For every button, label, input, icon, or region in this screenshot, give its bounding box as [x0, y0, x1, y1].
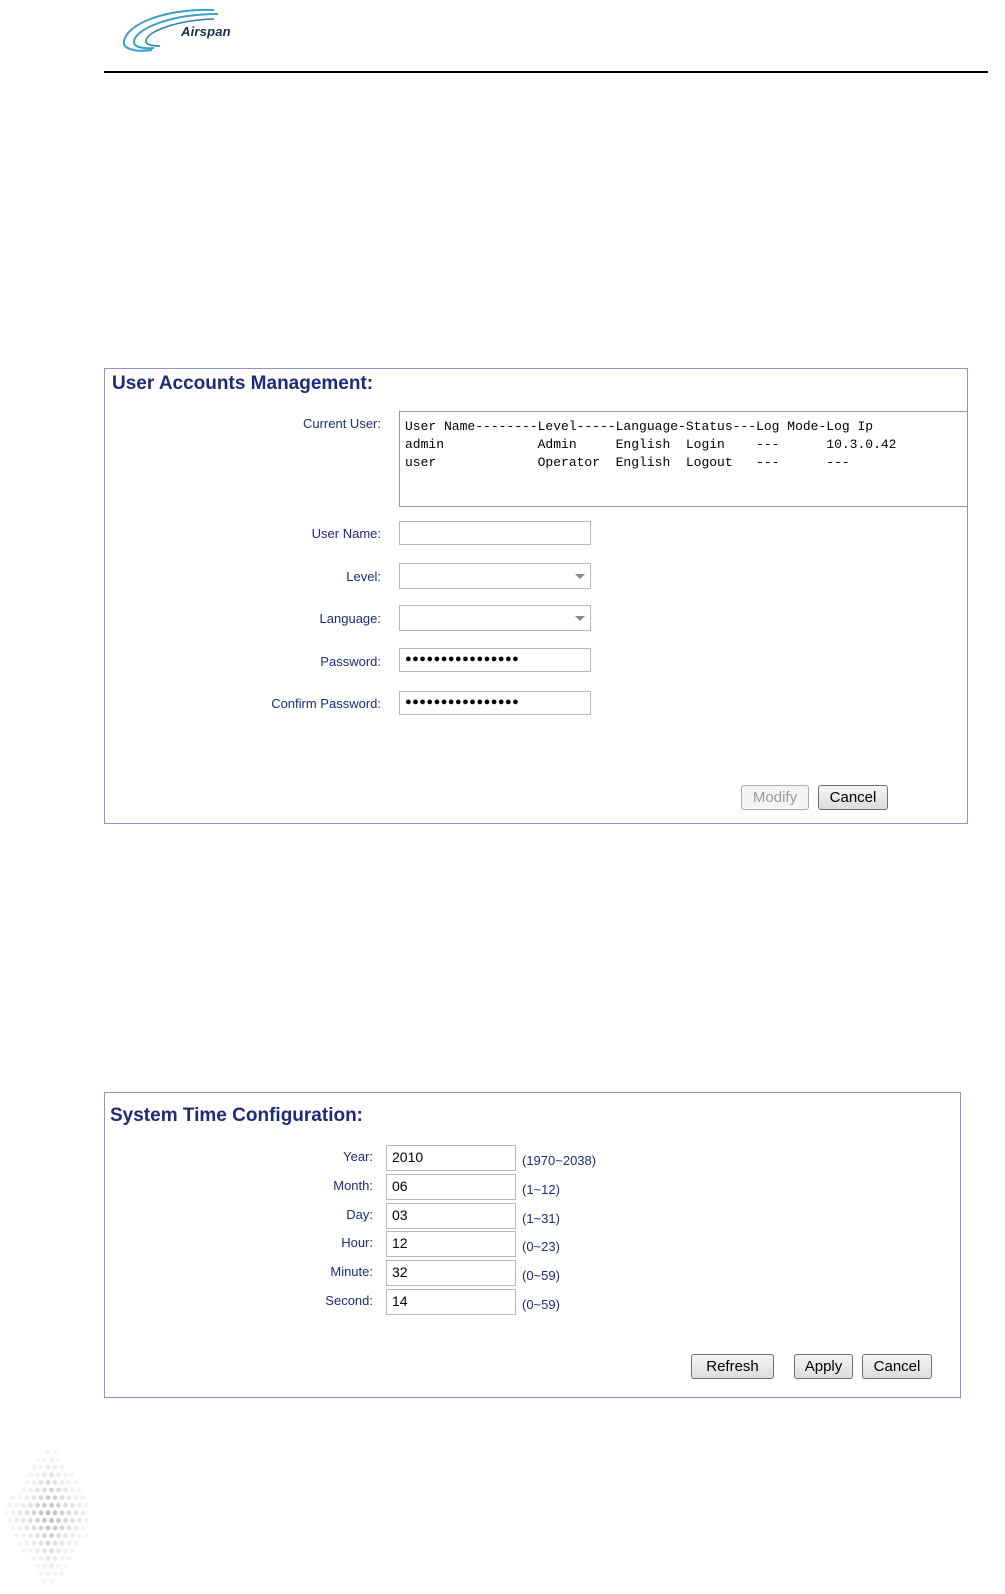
chevron-down-icon	[575, 616, 585, 621]
system-time-panel	[104, 1092, 961, 1398]
user-accounts-panel	[104, 368, 968, 824]
time-field-range: (1~12)	[522, 1181, 560, 1197]
time-field-input[interactable]: 14	[386, 1289, 516, 1315]
time-field-range: (1970~2038)	[522, 1153, 597, 1168]
time-field-label: Year:	[343, 1149, 373, 1164]
panel-title: System Time Configuration:	[110, 1105, 364, 1126]
time-field-range: (1~31)	[522, 1210, 560, 1226]
language-select[interactable]	[399, 605, 591, 631]
cancel-button[interactable]: Cancel	[818, 785, 888, 810]
current-user-label: Current User:	[302, 416, 381, 431]
password-label: Password:	[320, 654, 381, 669]
time-field-label: Hour:	[341, 1235, 373, 1251]
time-field-input[interactable]: 06	[386, 1174, 516, 1200]
current-users-list	[399, 411, 967, 507]
time-field-range: (0~59)	[522, 1268, 560, 1284]
user-name-label: User Name:	[311, 526, 381, 541]
time-field-input[interactable]: 32	[386, 1260, 516, 1286]
time-field-input[interactable]: 03	[386, 1203, 516, 1229]
level-select[interactable]	[399, 563, 591, 589]
confirm-password-input[interactable]: ●●●●●●●●●●●●●●●●	[399, 691, 591, 715]
chevron-down-icon	[575, 574, 585, 579]
decorative-dots-icon	[0, 1448, 100, 1594]
cancel-button[interactable]: Cancel	[862, 1354, 932, 1379]
time-field-label: Second:	[325, 1293, 373, 1308]
time-field-label: Minute:	[330, 1264, 373, 1280]
time-field-range: (0~23)	[522, 1239, 560, 1255]
time-field-input[interactable]: 12	[386, 1231, 516, 1257]
user-name-input[interactable]	[399, 521, 591, 545]
time-field-range: (0~59)	[522, 1297, 560, 1312]
apply-button[interactable]: Apply	[794, 1354, 853, 1379]
refresh-button[interactable]: Refresh	[691, 1354, 774, 1379]
users-table-row: user Operator English Logout --- ---	[405, 455, 850, 470]
password-input[interactable]: ●●●●●●●●●●●●●●●●	[399, 648, 591, 672]
airspan-logo	[118, 6, 288, 56]
users-table-row: admin Admin English Login --- 10.3.0.42	[405, 437, 897, 452]
header-divider	[104, 71, 988, 73]
users-table-header: User Name--------Level-----Language-Status---Log Mode-Log Ip	[405, 419, 874, 434]
level-label: Level:	[346, 569, 381, 584]
panel-title: User Accounts Management:	[112, 373, 374, 394]
language-label: Language:	[319, 611, 381, 626]
modify-button[interactable]: Modify	[741, 785, 809, 810]
time-field-label: Day:	[346, 1206, 373, 1222]
time-field-input[interactable]: 2010	[386, 1145, 516, 1171]
logo-text: Airspan	[181, 24, 231, 39]
time-field-label: Month:	[333, 1177, 373, 1193]
confirm-password-label: Confirm Password:	[271, 696, 381, 711]
